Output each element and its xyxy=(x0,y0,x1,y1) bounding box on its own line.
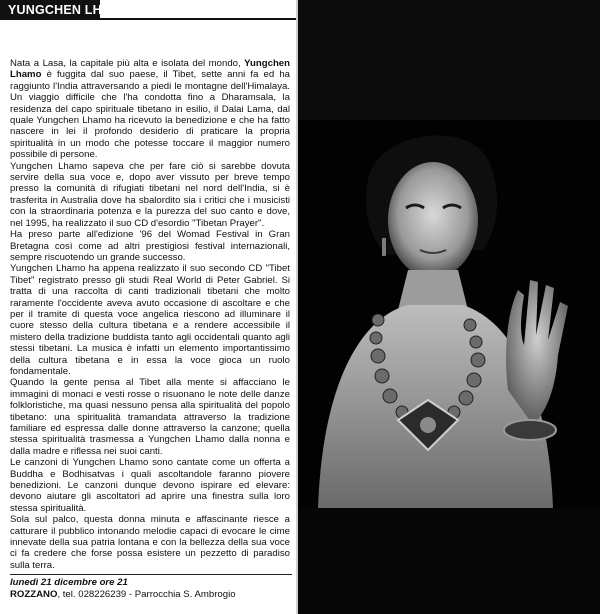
photo-top-background xyxy=(298,0,600,120)
portrait-illustration xyxy=(298,120,600,508)
event-location xyxy=(10,589,296,601)
article-column xyxy=(0,0,296,614)
paragraph-1: Nata a Lasa, la capitale più alta e isolata del mondo, Yungchen Lhamo è fuggita dal suo paese, il Tibet, sette anni fa ed ha raggiunto l'India attraversando a piedi le montagne dell'Himalaya. Un viaggio difficile che l'ha condotta fino a Dharamsala, la residenza del capo spirituale tibetano in esilio, il Dalai Lama, dal quale Yungchen Lhamo ha ricevuto la benedizione e che ha fatto nascere in lei il profondo desiderio di praticare la propria spiritualità in un modo che potesse toccare il maggior numero possibile di persone. xyxy=(10,58,290,161)
page-title: YUNGCHEN LHAMO xyxy=(0,0,100,20)
article-body xyxy=(10,58,290,571)
event-details xyxy=(10,577,296,601)
paragraph-7: Sola sul palco, questa donna minuta e affascinante riesce a catturare il pubblico intonando melodie capaci di evocare le cime innevate della sua patria lontana e con la bellezza della sua voce ci fa credere che forse possa esistere un pezzetto di paradiso sulla terra. xyxy=(10,514,290,571)
artist-name: Yungchen Lhamo xyxy=(10,58,290,81)
paragraph-2: Yungchen Lhamo sapeva che per fare ciò si sarebbe dovuta servire della sua voce e, dopo aver vissuto per breve tempo presso la comunità di rifugiati tibetani nel nord dell'India, si è trasferita in Australia dove ha sbalordito sia i critici che i musicisti con la straordinaria potenza e la purezza del suo canto e dove, nel 1995, ha realizzato il suo CD d'esordio "Tibetan Prayer". xyxy=(10,160,290,229)
paragraph-4: Yungchen Lhamo ha appena realizzato il suo secondo CD "Tibet Tibet" registrato presso gli studi Real World di Peter Gabriel. Si tratta di una raccolta di canti tradizionali tibetani che molto raramente l'occidente aveva avuto occasione di ascoltare e che per il tramite di questa voce angelica riescono ad illuminare il cuore stesso della cultura tibetana e a rendere accessibile il mistero della tradizione buddista tanto agli occidentali quanto agli stessi tibetani. La musica è infatti un elemento importantissimo della cultura tibetana e in essa la voce gioca un ruolo fondamentale. xyxy=(10,263,290,377)
title-rule xyxy=(100,18,296,20)
event-contact: , tel. 028226239 - Parrocchia S. Ambrogio xyxy=(57,589,236,600)
footer-rule xyxy=(10,574,292,575)
event-date: lunedì 21 dicembre ore 21 xyxy=(10,577,128,588)
photo-bottom-background xyxy=(298,508,600,614)
paragraph-5: Quando la gente pensa al Tibet alla mente si affacciano le immagini di monaci e vesti rosse o risuonano le note delle danze folkloristiche, ma quasi nessuno pensa alla spiritualità del popolo tibetano: una spiritualità tramandata attraverso la tradizione familiare ed espressa dalle donne attraverso la canzone; quella stessa spiritualità trasmessa a Yungchen Lhamo dalla nonna e dalla madre e riflessa nei suoi canti. xyxy=(10,377,290,457)
event-city: ROZZANO xyxy=(10,589,58,600)
paragraph-6: Le canzoni di Yungchen Lhamo sono cantate come un offerta a Buddha e Bodhisatvas i quali ascoltandole faranno piovere benedizioni. Le canzoni dunque devono ispirare ed elevare: devono aiutare gli ascoltatori ad aprire una finestra sulla loro stessa spiritualità. xyxy=(10,457,290,514)
artist-portrait-photo xyxy=(298,120,600,508)
face-shape xyxy=(388,162,478,278)
paragraph-3: Ha preso parte all'edizione '96 del Womad Festival in Gran Bretagna così come ad altri prestigiosi festival internazionali, sempre riscuotendo un grande successo. xyxy=(10,229,290,263)
